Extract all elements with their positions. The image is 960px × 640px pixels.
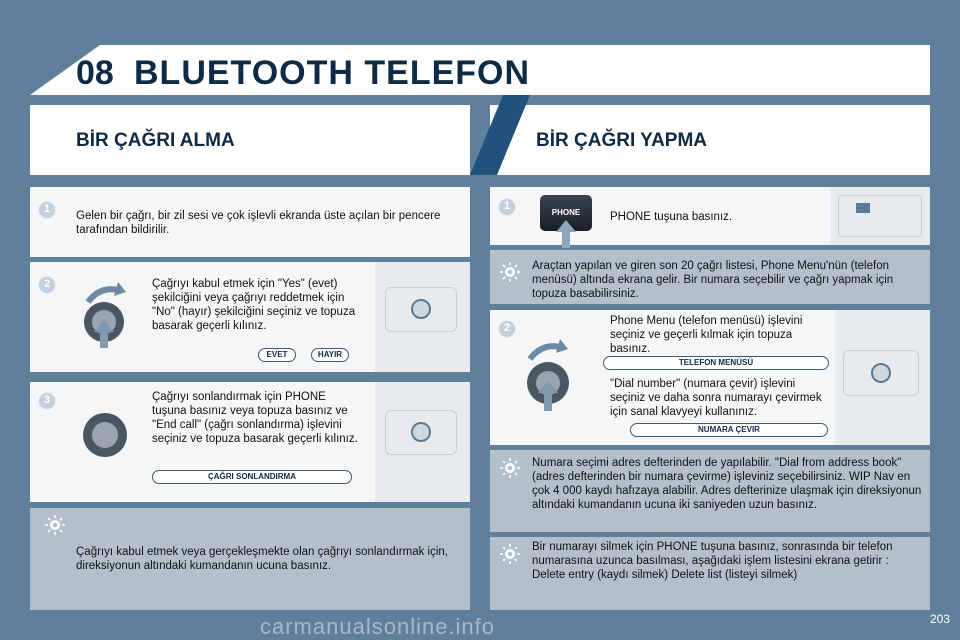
right-tip3-text: Bir numarayı silmek için PHONE tuşuna basınız, sonrasında bir telefon numarasına uzunca basılması, aşağıdaki işlem listesini ekrana getirir : Delete entry (kaydı silmek) Delete list (listeyi silmek) [532,541,893,581]
knob-rotate-icon [80,280,130,350]
page-title: BLUETOOTH TELEFON [134,54,531,92]
step-number-badge: 3 [38,392,56,410]
knob-press-icon [80,410,130,460]
chapter-number: 08 [76,54,114,92]
no-button-label: HAYIR [311,348,349,362]
left-section-title: BİR ÇAĞRI ALMA [76,130,235,151]
left-step3-text: Çağrıyı sonlandırmak için PHONE tuşuna basınız veya topuza basınız ve "End call" (çağrı sonlandırma) işlevini seçiniz ve topuza basarak geçerli kılınız. [152,391,358,445]
info-sun-icon [500,458,520,478]
left-tip-text: Çağrıyı kabul etmek veya gerçekleşmekte olan çağrıyı sonlandırmak için, direksiyonun altındaki kumandanın ucuna basınız. [76,546,448,572]
decorative-stripes [470,95,530,175]
yes-button-label: EVET [258,348,296,362]
radio-panel-image [375,262,470,372]
phone-button-image: PHONE [540,195,592,231]
radio-panel-image [375,382,470,502]
step-number-badge: 2 [498,320,516,338]
page-number: 203 [929,612,950,626]
right-tip2-text: Numara seçimi adres defterinden de yapılabilir. "Dial from address book" (adres defterinden bir numara çevirme) işleviniz seçebilirsiniz. WIP Nav en çok 4 000 kaydı hafızaya alabilir. Adres defterinize ulaşmak için direksiyonun altındaki kumandanın ucuna iki saniyeden uzun basınız. [532,457,922,511]
step-number-badge: 2 [38,276,56,294]
phone-menu-label: TELEFON MENÜSÜ [603,356,829,370]
left-step1-text: Gelen bir çağrı, bir zil sesi ve çok işlevli ekranda üste açılan bir pencere tarafından bildirilir. [76,210,441,236]
step-number-badge: 1 [38,201,56,219]
end-call-label: ÇAĞRI SONLANDIRMA [152,470,352,484]
right-step2-text-b: "Dial number" (numara çevir) işlevini seçiniz ve daha sonra numarayı çevirmek için sanal klavyeyi kullanınız. [610,378,822,418]
left-step2-text: Çağrıyı kabul etmek için "Yes" (evet) şekilciğini veya çağrıyı reddetmek için "No" (hayır) şekilciğini seçiniz ve topuza basarak geçerli kılınız. [152,278,356,332]
info-sun-icon [500,544,520,564]
watermark: carmanualsonline.info [260,614,496,639]
dial-number-label: NUMARA ÇEVIR [630,423,828,437]
right-step2-text-a: Phone Menu (telefon menüsü) işlevini seçiniz ve geçerli kılmak için topuza basınız. [610,315,803,355]
knob-rotate-icon [522,335,572,413]
right-section-title: BİR ÇAĞRI YAPMA [536,130,708,151]
right-step1-text: PHONE tuşuna basınız. [610,211,733,223]
step-number-badge: 1 [498,198,516,216]
info-sun-icon [500,262,520,282]
radio-panel-image [835,310,930,445]
press-arrow-icon [556,220,576,248]
info-sun-icon [45,515,65,535]
radio-panel-image [830,187,930,245]
right-tip1-text: Araçtan yapılan ve giren son 20 çağrı listesi, Phone Menu'nün (telefon menüsü) altında ekrana gelir. Bir numara seçebilir ve çağrı yapmak için topuza basabilirsiniz. [532,260,894,300]
